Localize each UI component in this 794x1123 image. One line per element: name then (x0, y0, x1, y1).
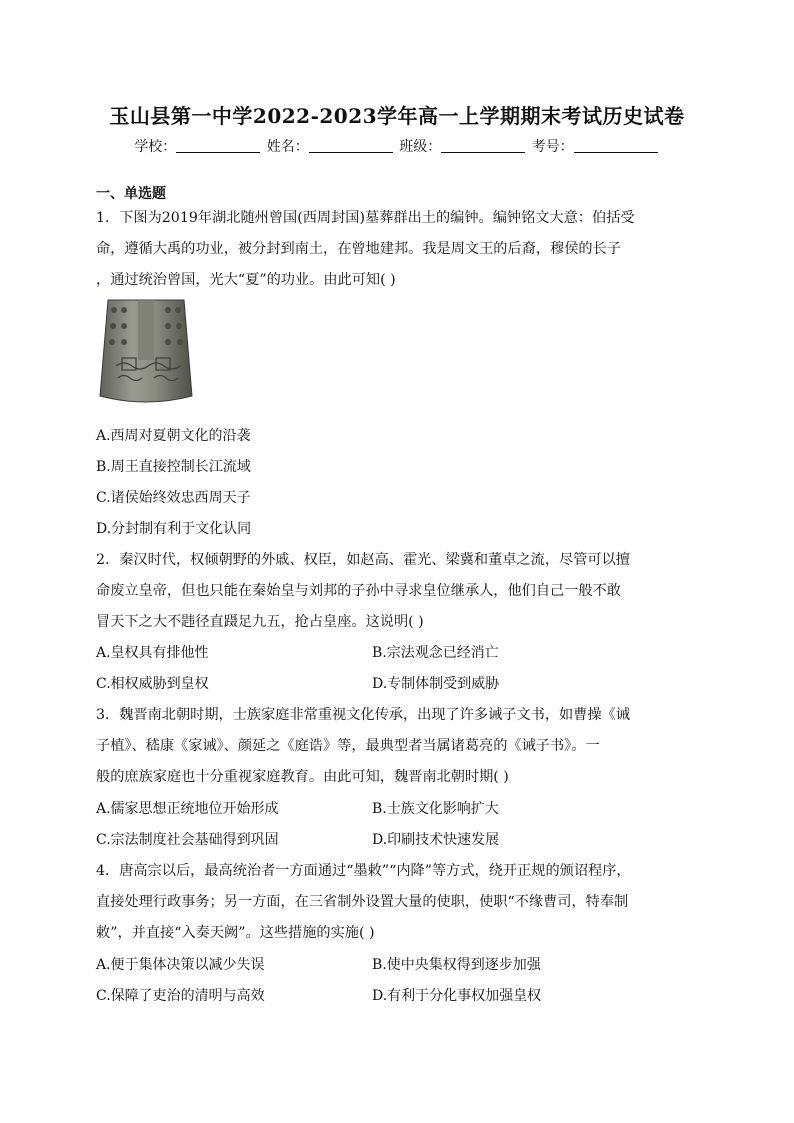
exam-number-blank[interactable] (574, 138, 658, 153)
question-4-option-a[interactable]: A.便于集体决策以减少失误 (96, 957, 265, 973)
question-2-line-2: 命废立皇帝，但也只能在秦始皇与刘邦的子孙中寻求皇位继承人，他们自己一般不敢 (96, 583, 621, 599)
student-info-line (0, 136, 794, 156)
question-4-line-3: 敕”，并直接“入奏天阙”。这些措施的实施( ) (96, 925, 375, 941)
name-blank[interactable] (309, 138, 393, 153)
question-4-option-c[interactable]: C.保障了吏治的清明与高效 (96, 988, 265, 1004)
name-label: 姓名： (266, 139, 309, 155)
question-3-line-2: 子植》、嵇康《家诫》、颜延之《庭诰》等，最典型者当属诸葛亮的《诫子书》。一 (96, 738, 600, 754)
question-2-line-3: 冒天下之大不韪径直蹑足九五，抢占皇座。这说明( ) (96, 614, 424, 630)
question-2-line-1: 2．秦汉时代，权倾朝野的外戚、权臣，如赵高、霍光、梁冀和董卓之流，尽管可以擅 (96, 552, 630, 568)
exam-number-label: 考号： (531, 139, 574, 155)
school-label: 学校： (134, 139, 177, 155)
question-4-option-d[interactable]: D.有利于分化事权加强皇权 (372, 988, 542, 1004)
question-4-option-b[interactable]: B.使中央集权得到逐步加强 (372, 957, 541, 973)
class-label: 班级： (399, 139, 442, 155)
question-2-option-b[interactable]: B.宗法观念已经消亡 (372, 645, 499, 661)
question-3-line-1: 3．魏晋南北朝时期，士族家庭非常重视文化传承，出现了许多诫子文书，如曹操《诫 (96, 707, 630, 723)
question-1-line-1: 1．下图为2019年湖北随州曾国(西周封国)墓葬群出土的编钟。编钟铭文大意：伯括受 (96, 210, 635, 226)
question-3-option-d[interactable]: D.印刷技术快速发展 (372, 832, 500, 848)
section-heading: 一、单选题 (96, 186, 166, 202)
class-blank[interactable] (441, 138, 525, 153)
question-1-option-a[interactable]: A.西周对夏朝文化的沿袭 (96, 428, 251, 444)
question-1-line-2: 命，遵循大禹的功业，被分封到南土，在曾地建邦。我是周文王的后裔，穆侯的长子 (96, 241, 621, 257)
bronze-bell-image (96, 296, 196, 408)
question-2-option-d[interactable]: D.专制体制受到威胁 (372, 676, 500, 692)
question-1-option-b[interactable]: B.周王直接控制长江流域 (96, 459, 251, 475)
question-3-option-c[interactable]: C.宗法制度社会基础得到巩固 (96, 832, 279, 848)
question-3-line-3: 般的庶族家庭也十分重视家庭教育。由此可知，魏晋南北朝时期( ) (96, 769, 509, 785)
question-4-line-1: 4．唐高宗以后，最高统治者一方面通过“墨敕”“内降”等方式，绕开正规的颁诏程序， (96, 863, 631, 879)
question-3-option-b[interactable]: B.士族文化影响扩大 (372, 801, 499, 817)
page-title: 玉山县第一中学2022-2023学年高一上学期期末考试历史试卷 (109, 104, 685, 128)
question-1-option-d[interactable]: D.分封制有利于文化认同 (96, 521, 252, 537)
question-1-line-3: ，通过统治曾国，光大“夏”的功业。由此可知( ) (96, 272, 396, 288)
question-1-option-c[interactable]: C.诸侯始终效忠西周天子 (96, 490, 251, 506)
question-4-line-2: 直接处理行政事务；另一方面，在三省制外设置大量的使职，使职“不缘曹司，特奉制 (96, 894, 629, 910)
question-2-option-c[interactable]: C.相权威胁到皇权 (96, 676, 209, 692)
question-3-option-a[interactable]: A.儒家思想正统地位开始形成 (96, 801, 279, 817)
school-blank[interactable] (176, 138, 260, 153)
question-2-option-a[interactable]: A.皇权具有排他性 (96, 645, 209, 661)
